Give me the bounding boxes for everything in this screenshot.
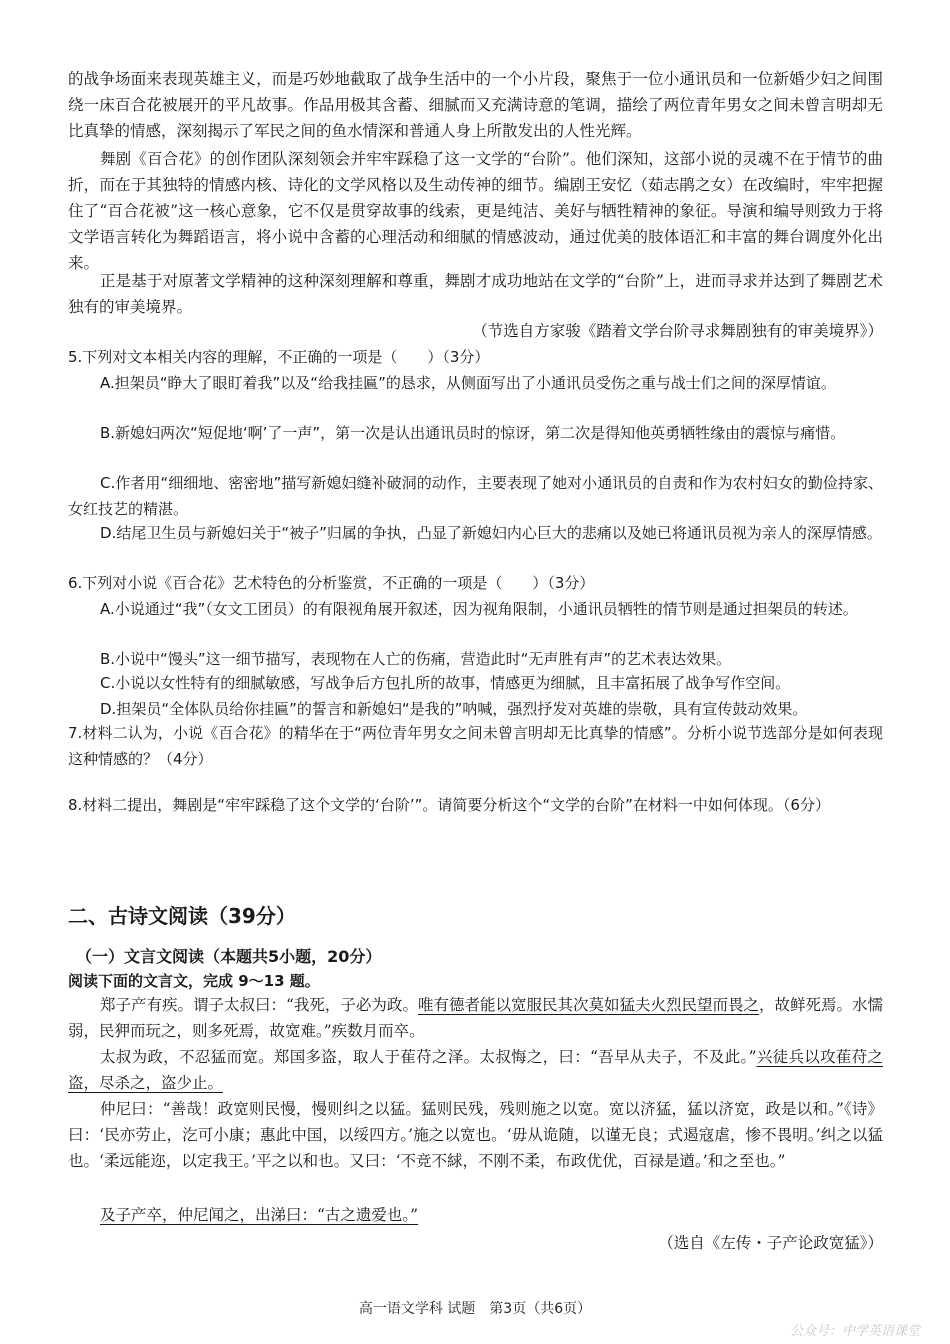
- question-6-option-c: C.小说以女性特有的细腻敏感，写战争后方包扎所的故事，情感更为细腻，且丰富拓展了战争写作空间。: [100, 674, 791, 692]
- classical-paragraph-4: [68, 1202, 883, 1228]
- section-2-title: 二、古诗文阅读（39分）: [68, 904, 296, 928]
- question-5-option-a: A.担架员“睁大了眼盯着我”以及“给我挂匾”的恳求，从侧面写出了小通讯员受伤之重与战士们之间的深厚情谊。: [100, 374, 836, 392]
- classical-paragraph-1-text-a: 郑子产有疾。谓子太叔曰：“我死，子必为政。: [100, 996, 418, 1014]
- passage1-paragraph-1: 的战争场面来表现英雄主义，而是巧妙地截取了战争生活中的一个小片段，聚焦于一位小通讯员和一位新婚少妇之间围绕一床百合花被展开的平凡故事。作品用极其含蓄、细腻而又充满诗意的笔调，描绘了两位青年男女之间未曾言明却无比真挚的情感，深刻揭示了军民之间的鱼水情深和普通人身上所散发出的人性光辉。: [68, 70, 883, 140]
- passage1-paragraph-3: 正是基于对原著文学精神的这种深刻理解和尊重，舞剧才成功地站在文学的“台阶”上，进而寻求并达到了舞剧艺术独有的审美境界。: [68, 272, 883, 316]
- classical-paragraph-4-underlined: 及子产卒，仲尼闻之，出涕曰：“古之遗爱也。”: [100, 1206, 419, 1224]
- question-6-option-d: D.担架员“全体队员给你挂匾”的誓言和新媳妇“是我的”呐喊，强烈抒发对英雄的崇敬，具有宣传鼓动效果。: [100, 700, 808, 718]
- classical-paragraph-1-underlined: 唯有德者能以宽服民其次莫如猛夫火烈民望而畏之: [417, 996, 759, 1014]
- question-6-option-b: B.小说中“馒头”这一细节描写，表现物在人亡的伤痛，营造此时“无声胜有声”的艺术表达效果。: [100, 650, 732, 668]
- question-6-option-a: A.小说通过“我”（女文工团员）的有限视角展开叙述，因为视角限制，小通讯员牺牲的情节则是通过担架员的转述。: [100, 600, 858, 618]
- page-footer: 高一语文学科 试题 第3页（共6页）: [358, 1301, 592, 1317]
- question-8: 8.材料二提出，舞剧是“牢牢踩稳了这个文学的‘台阶’”。请简要分析这个“文学的台阶”在材料一中如何体现。（6分）: [68, 796, 830, 814]
- watermark: 公众号：中学英语课堂: [789, 1324, 920, 1339]
- question-5-option-b: B.新媳妇两次“短促地‘啊’了一声”，第一次是认出通讯员时的惊讶，第二次是得知他英勇牺牲缘由的震惊与痛惜。: [100, 424, 846, 442]
- question-7: 7.材料二认为，小说《百合花》的精华在于“两位青年男女之间未曾言明却无比真挚的情感”。分析小说节选部分是如何表现这种情感的？（4分）: [68, 724, 883, 768]
- passage1-paragraph-2: 舞剧《百合花》的创作团队深刻领会并牢牢踩稳了这一文学的“台阶”。他们深知，这部小说的灵魂不在于情节的曲折，而在于其独特的情感内核、诗化的文学风格以及生动传神的细节。编剧王安忆（茹志鹃之女）在改编时，牢牢把握住了“百合花被”这一核心意象，它不仅是贯穿故事的线索，更是纯洁、美好与牺牲精神的象征。导演和编导则致力于将文学语言转化为舞蹈语言，将小说中含蓄的心理活动和细腻的情感波动，通过优美的肢体语汇和丰富的舞台调度外化出来。: [68, 150, 883, 272]
- passage1-source: （节选自方家骏《踏着文学台阶寻求舞剧独有的审美境界》）: [472, 322, 883, 340]
- classical-paragraph-1-text-b: ，故鲜死焉。水懦弱，民狎而玩之，则多死焉，故宽难。”疾数月而卒。: [68, 996, 883, 1040]
- section-2-subtitle: （一）文言文阅读（本题共5小题，20分）: [76, 947, 382, 966]
- classical-paragraph-2-underlined: 兴徒兵以攻萑苻之盗，尽杀之，盗少止。: [68, 1048, 883, 1092]
- classical-paragraph-2: [68, 1044, 883, 1096]
- classical-instruction: 阅读下面的文言文，完成 9～13 题。: [68, 972, 320, 990]
- question-5-stem: 5.下列对文本相关内容的理解，不正确的一项是（ ）（3分）: [68, 348, 490, 366]
- question-6-stem: 6.下列对小说《百合花》艺术特色的分析鉴赏，不正确的一项是（ ）（3分）: [68, 574, 595, 592]
- classical-paragraph-2-text: 太叔为政，不忍猛而宽。郑国多盗，取人于萑苻之泽。太叔悔之，曰：“吾早从夫子，不及此。”: [100, 1048, 757, 1066]
- classical-paragraph-1: [68, 992, 883, 1044]
- classical-paragraph-3: 仲尼曰：“善哉！政宽则民慢，慢则纠之以猛。猛则民残，残则施之以宽。宽以济猛，猛以济宽，政是以和。”《诗》曰：‘民亦劳止，汔可小康；惠此中国，以绥四方。’施之以宽也。‘毋从诡随，以谨无良；式遏寇虐，惨不畏明。’纠之以猛也。‘柔远能迩，以定我王。’平之以和也。又曰：‘不竞不絿，不刚不柔，布政优优，百禄是遒。’和之至也。”: [68, 1100, 883, 1170]
- question-5-option-d: D.结尾卫生员与新媳妇关于“被子”归属的争执，凸显了新媳妇内心巨大的悲痛以及她已将通讯员视为亲人的深厚情感。: [100, 524, 882, 542]
- classical-source: （选自《左传・子产论政宽猛》）: [658, 1234, 883, 1252]
- question-5-option-c: C.作者用“细细地、密密地”描写新媳妇缝补破洞的动作，主要表现了她对小通讯员的自责和作为农村妇女的勤俭持家、女红技艺的精湛。: [68, 474, 883, 518]
